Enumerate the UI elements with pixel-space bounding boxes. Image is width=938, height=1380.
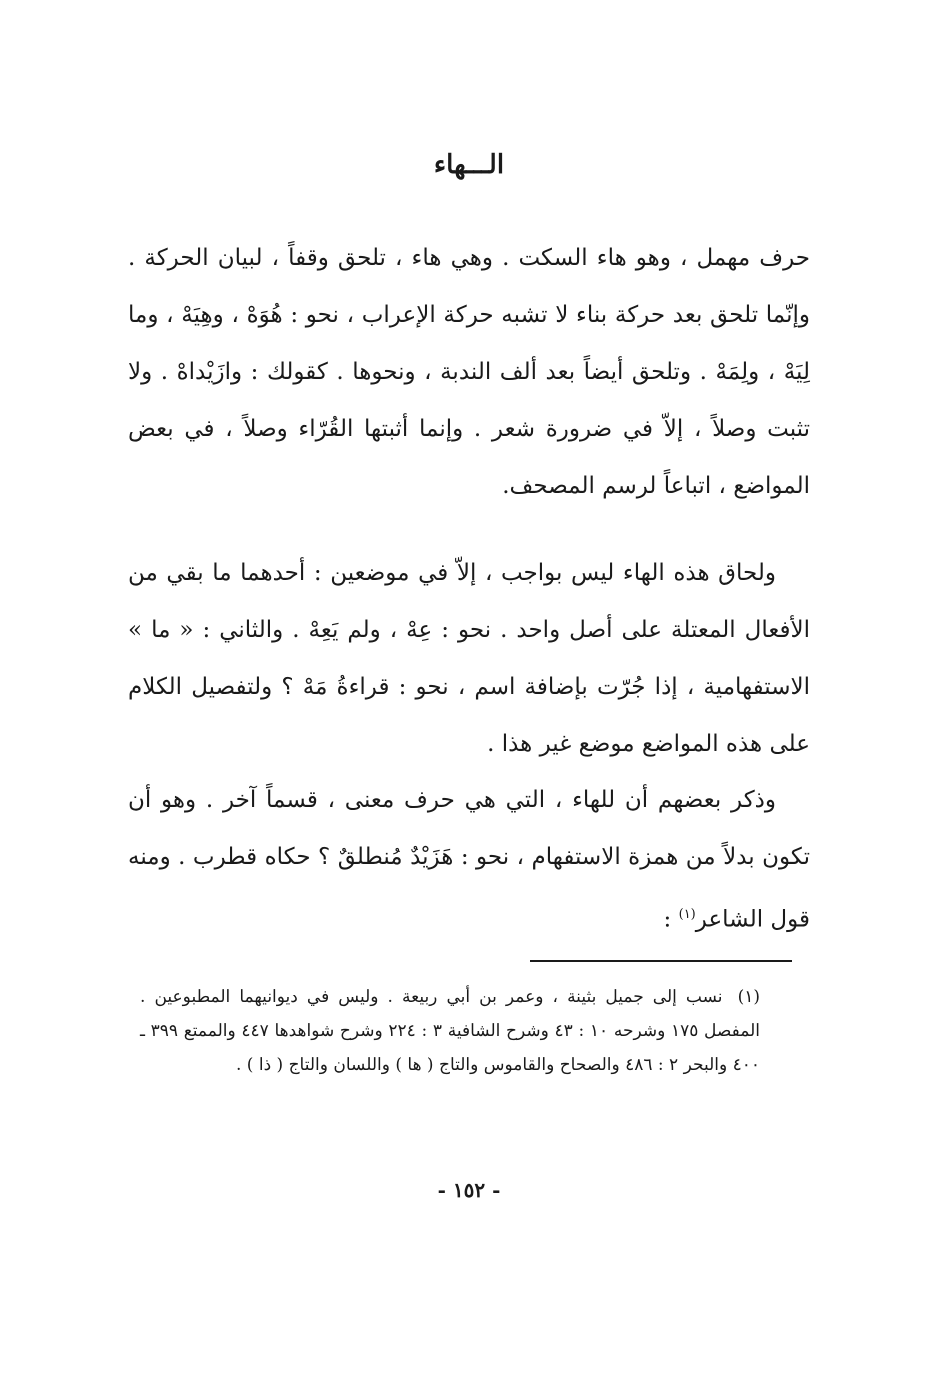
footnote-number: (١)	[737, 987, 761, 1007]
paragraph-3-text: وذكر بعضهم أن للهاء ، التي هي حرف معنى ، قسماً آخر . وهو أن تكون بدلاً من همزة الاستفهام ، نحو : هَزَيْدٌ مُنطلقٌ ؟ حكاه قطرب . ومنه قول الشاعر	[128, 787, 810, 933]
footnote-marker[interactable]: (١)	[678, 907, 696, 922]
footnote	[140, 980, 760, 1082]
paragraph-2: ولحاق هذه الهاء ليس بواجب ، إلاّ في موضعين : أحدهما ما بقي من الأفعال المعتلة على أصل واحد . نحو : عِهْ ، ولم يَعِهْ . والثاني : « ما » الاستفهامية ، إذا جُرّت بإضافة اسم ، نحو : قراءةُ مَهْ ؟ ولتفصيل الكلام على هذه المواضع موضع غير هذا .	[128, 560, 810, 757]
footnote-text: نسب إلى جميل بثينة ، وعمر بن أبي ربيعة . وليس في ديوانيهما المطبوعين . المفصل ١٧٥ وشرحه ١٠ : ٤٣ وشرح الشافية ٣ : ٢٢٤ وشرح شواهدها ٤٤٧ والممتع ٣٩٩ ـ ٤٠٠ والبحر ٢ : ٤٨٦ والصحاح والقاموس والتاج ( ها ) واللسان والتاج ( ذا ) .	[140, 987, 760, 1075]
paragraph-3-tail: :	[663, 906, 679, 933]
footnote-divider	[530, 960, 792, 962]
page-title: الـــهاء	[433, 150, 505, 180]
paragraph-3	[128, 772, 810, 949]
page-number: - ١٥٢ -	[437, 1178, 501, 1202]
paragraph-1: حرف مهمل ، وهو هاء السكت . وهي هاء ، تلحق وقفاً ، لبيان الحركة . وإنّما تلحق بعد حركة بناء لا تشبه حركة الإعراب ، نحو : هُوَهْ ، وهِيَهْ ، وما لِيَهْ ، ولِمَهْ . وتلحق أيضاً بعد ألف الندبة ، ونحوها . كقولك : وازَيْداهْ . ولا تثبت وصلاً ، إلاّ في ضرورة شعر . وإنما أثبتها القُرّاء وصلاً ، في بعض المواضع ، اتباعاً لرسم المصحف.	[128, 245, 810, 499]
